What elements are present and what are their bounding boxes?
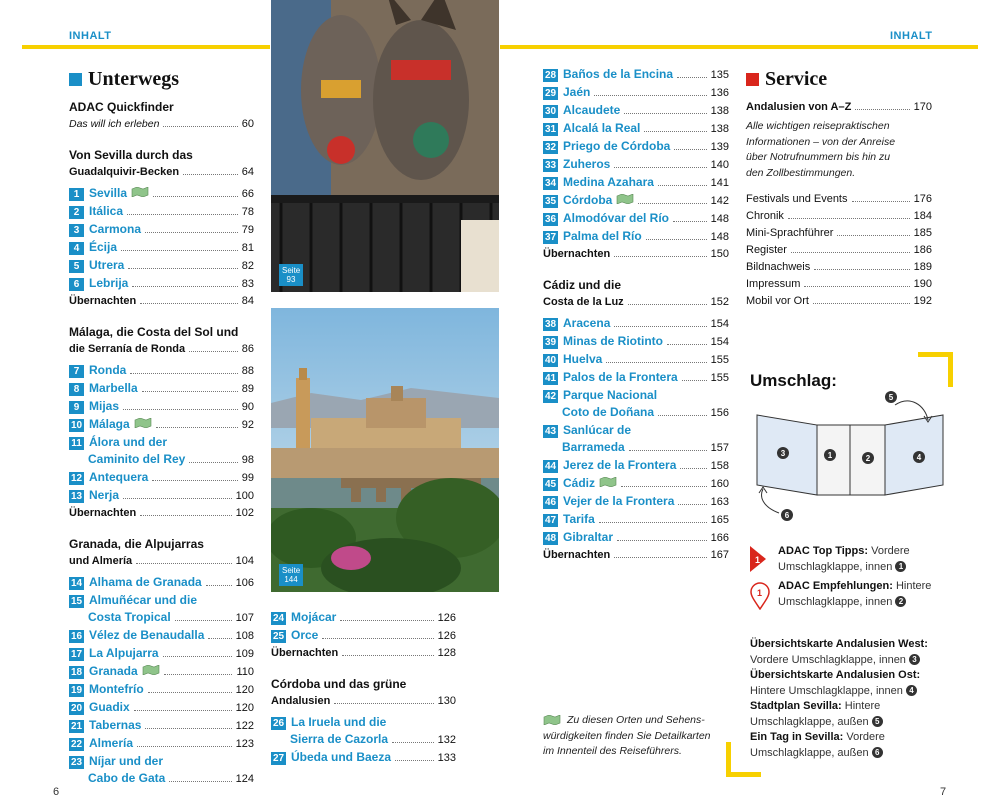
service-page: 186	[913, 244, 932, 256]
unterwegs-heading: Unterwegs	[69, 68, 254, 91]
quickfinder-title: ADAC Quickfinder	[69, 100, 174, 114]
toc-item[interactable]	[543, 84, 729, 102]
item-number: 35	[544, 196, 557, 207]
item-number: 41	[544, 373, 557, 384]
item-number: 31	[544, 124, 557, 135]
toc-item[interactable]	[69, 663, 254, 681]
item-number: 17	[70, 649, 83, 660]
item-page: 136	[710, 87, 729, 99]
folded-map-icon	[131, 187, 149, 197]
cover-fold-diagram	[745, 385, 960, 530]
fold-arrow	[762, 489, 779, 513]
item-title: Lebrija	[89, 276, 129, 290]
cover-panel	[817, 425, 850, 495]
item-page: 92	[241, 419, 254, 431]
service-page: 185	[913, 227, 932, 239]
blue-square-icon	[69, 73, 82, 86]
toc-item[interactable]	[69, 380, 254, 398]
item-number: 3	[69, 224, 84, 237]
folded-map-icon	[543, 715, 561, 725]
toc-item[interactable]	[543, 457, 729, 475]
item-page: 155	[710, 354, 729, 366]
toc-item[interactable]	[543, 475, 729, 493]
item-title: Granada	[89, 664, 138, 678]
item-page: 160	[710, 478, 729, 490]
toc-item[interactable]	[543, 138, 729, 156]
diagram-number: 3	[780, 449, 786, 458]
item-number: 18	[70, 667, 83, 678]
legend-top-tipps: 1 ADAC Top Tipps: Vordere Umschlagklappe, innen 1	[750, 544, 965, 575]
item-title: Palma del Río	[563, 229, 642, 243]
folded-map-icon	[599, 477, 617, 487]
item-page: 79	[241, 224, 254, 236]
item-number: 2	[69, 206, 84, 219]
item-number: 37	[544, 232, 557, 243]
item-page: 81	[241, 242, 254, 254]
item-page: 138	[710, 123, 729, 135]
item-number: 12	[70, 473, 83, 484]
toc-item[interactable]	[543, 102, 729, 120]
item-number: 33	[544, 160, 557, 171]
empfehlung-marker-icon	[750, 582, 770, 610]
toc-item[interactable]	[543, 228, 729, 246]
toc-item-cont[interactable]: Coto de Doñana 156	[562, 405, 729, 419]
item-page: 109	[235, 648, 254, 660]
toc-item[interactable]	[543, 192, 729, 210]
item-title: Itálica	[89, 204, 124, 218]
item-title: Jerez de la Frontera	[563, 458, 677, 472]
page-number-right: 7	[940, 786, 947, 798]
page-number-left: 6	[53, 786, 60, 798]
toc-item[interactable]	[69, 416, 254, 434]
item-page: 123	[235, 738, 254, 750]
service-page: 192	[913, 295, 932, 307]
service-row[interactable]	[746, 293, 932, 310]
umschlag-title: Umschlag:	[750, 371, 837, 390]
item-number: 10	[70, 420, 83, 431]
toc-item[interactable]	[69, 221, 254, 239]
toc-item[interactable]	[69, 645, 254, 663]
item-title: Ronda	[89, 363, 127, 377]
middle-column	[271, 609, 456, 767]
service-page: 190	[913, 278, 932, 290]
item-number: 25	[272, 631, 285, 642]
item-title: Jaén	[563, 85, 591, 99]
item-number: 19	[70, 685, 83, 696]
group-title: Córdoba und das grüne	[271, 677, 407, 691]
item-number: 32	[544, 142, 557, 153]
ubernachten-row[interactable]: Übernachten 167	[543, 549, 729, 561]
folded-map-icon	[142, 665, 160, 675]
item-title: Alcalá la Real	[563, 121, 641, 135]
diagram-number: 5	[888, 393, 894, 402]
group-title-row[interactable]: die Serranía de Ronda 86	[69, 343, 254, 355]
item-number: 13	[70, 491, 83, 502]
item-number: 45	[544, 479, 557, 490]
item-title: Cádiz	[563, 476, 596, 490]
az-row[interactable]: Andalusien von A–Z 170	[746, 101, 932, 113]
item-number: 39	[544, 337, 557, 348]
item-page: 142	[710, 195, 729, 207]
donkey-illustration	[271, 0, 499, 292]
item-number: 47	[544, 515, 557, 526]
svg-text:1: 1	[755, 555, 761, 565]
item-page: 83	[241, 278, 254, 290]
service-label: Impressum	[746, 278, 801, 290]
toc-item[interactable]	[543, 66, 729, 84]
item-number: 48	[544, 533, 557, 544]
toc-item[interactable]	[271, 627, 456, 645]
item-number: 9	[69, 401, 84, 414]
item-page: 135	[710, 69, 729, 81]
toc-item[interactable]	[543, 120, 729, 138]
folded-map-icon	[134, 418, 152, 428]
toc-item[interactable]: 15 Almuñécar und die	[70, 593, 198, 607]
toc-item[interactable]	[69, 239, 254, 257]
toc-item[interactable]	[69, 717, 254, 735]
toc-item[interactable]	[543, 156, 729, 174]
item-title: Guadix	[89, 700, 130, 714]
service-page: 189	[913, 261, 932, 273]
toc-item[interactable]	[543, 351, 729, 369]
toc-item[interactable]	[543, 511, 729, 529]
item-page: 122	[235, 720, 254, 732]
item-page: 154	[710, 318, 729, 330]
service-label: Chronik	[746, 210, 784, 222]
red-square-icon	[746, 73, 759, 86]
toc-item[interactable]	[69, 469, 254, 487]
item-number: 30	[544, 106, 557, 117]
service-label: Mobil vor Ort	[746, 295, 809, 307]
item-page: 99	[241, 472, 254, 484]
group-title: Von Sevilla durch das	[69, 148, 193, 162]
item-number: 28	[544, 70, 557, 81]
toc-item[interactable]: 11 Álora und der	[69, 434, 254, 451]
toc-item[interactable]	[69, 627, 254, 645]
toc-item[interactable]	[69, 203, 254, 221]
item-title: Vejer de la Frontera	[563, 494, 675, 508]
service-row[interactable]	[746, 242, 932, 259]
item-page: 139	[710, 141, 729, 153]
group-title-row[interactable]: Andalusien 130	[271, 695, 456, 707]
item-page: 82	[241, 260, 254, 272]
az-description: Alle wichtigen reisepraktischen Informationen – von der Anreise über Notrufnummern bis hin zu den Zollbestimmungen.	[746, 120, 896, 179]
service-label: Register	[746, 244, 787, 256]
group-title-row[interactable]: Costa de la Luz 152	[543, 296, 729, 308]
item-page: 138	[710, 105, 729, 117]
item-number: 4	[69, 242, 84, 255]
item-number: 1	[69, 188, 84, 201]
item-title: Mojácar	[291, 610, 337, 624]
toc-item[interactable]	[543, 210, 729, 228]
item-page: 120	[235, 702, 254, 714]
item-number: 8	[69, 383, 84, 396]
item-title: Vélez de Benaudalla	[89, 628, 205, 642]
service-page: 184	[913, 210, 932, 222]
legend-empfehlungen: 1 ADAC Empfehlungen: Hintere Umschlagklappe, innen 2	[750, 579, 965, 610]
item-title: Almodóvar del Río	[563, 211, 670, 225]
item-title: Baños de la Encina	[563, 67, 674, 81]
ubernachten-row[interactable]: Übernachten 102	[69, 507, 254, 519]
header-right: INHALT	[890, 30, 933, 42]
item-title: Montefrío	[89, 682, 144, 696]
toc-item[interactable]: 42 Parque Nacional	[544, 388, 658, 402]
item-page: 141	[710, 177, 729, 189]
service-row[interactable]	[746, 225, 932, 242]
item-number: 5	[69, 260, 84, 273]
item-page: 126	[437, 612, 456, 624]
item-title: Nerja	[89, 488, 120, 502]
item-title: Tabernas	[89, 718, 142, 732]
toc-item[interactable]: 43 Sanlúcar de	[544, 423, 632, 437]
item-title: Alcaudete	[563, 103, 621, 117]
item-title: Palos de la Frontera	[563, 370, 678, 384]
page-ref-badge: Seite 144	[279, 564, 303, 586]
service-label: Festivals und Events	[746, 193, 848, 205]
map-note: Zu diesen Orten und Sehens- würdigkeiten finden Sie Detailkarten im Innenteil des Reiseführers.	[543, 714, 711, 757]
item-title: Antequera	[89, 470, 149, 484]
toc-item[interactable]	[543, 174, 729, 192]
item-title: Almería	[89, 736, 134, 750]
item-page: 90	[241, 401, 254, 413]
ubernachten-row[interactable]: Übernachten 128	[271, 647, 456, 659]
item-page: 89	[241, 383, 254, 395]
toc-item-cont[interactable]: Sierra de Cazorla 132	[290, 732, 456, 746]
item-title: Córdoba	[563, 193, 613, 207]
item-number: 38	[544, 319, 557, 330]
header-left: INHALT	[69, 30, 112, 42]
service-row[interactable]	[746, 259, 932, 276]
service-label: Mini-Sprachführer	[746, 227, 834, 239]
header-rule-left	[22, 45, 270, 49]
toc-item-cont[interactable]: Costa Tropical 107	[88, 610, 254, 624]
donkey-photo	[271, 0, 499, 292]
item-number: 24	[272, 613, 285, 624]
toc-item[interactable]	[271, 609, 456, 627]
item-number: 20	[70, 703, 83, 714]
cordoba-illustration	[271, 308, 499, 592]
toc-item[interactable]	[69, 681, 254, 699]
toc-item[interactable]	[543, 369, 729, 387]
service-page: 176	[913, 193, 932, 205]
service-heading: Service	[746, 68, 932, 91]
folded-map-icon	[616, 194, 634, 204]
toc-item[interactable]	[543, 333, 729, 351]
toc-item-cont[interactable]: Cabo de Gata 124	[88, 771, 254, 785]
item-title: Carmona	[89, 222, 142, 236]
item-page: 166	[710, 532, 729, 544]
item-number: 7	[69, 365, 84, 378]
item-title: Tarifa	[563, 512, 595, 526]
item-number: 44	[544, 461, 557, 472]
item-number: 36	[544, 214, 557, 225]
item-number: 21	[70, 721, 83, 732]
item-number: 40	[544, 355, 557, 366]
item-title: Écija	[89, 240, 118, 254]
service-label: Bildnachweis	[746, 261, 811, 273]
corner-mark	[918, 352, 953, 387]
toc-item[interactable]: 27 Úbeda und Baeza 133	[272, 750, 456, 764]
item-title: Sevilla	[89, 186, 128, 200]
item-page: 165	[710, 514, 729, 526]
item-title: Marbella	[89, 381, 138, 395]
diagram-number: 1	[827, 451, 833, 460]
toc-item[interactable]	[69, 398, 254, 416]
toc-item[interactable]	[69, 699, 254, 717]
diagram-number: 4	[916, 453, 922, 462]
item-page: 108	[235, 630, 254, 642]
item-title: Priego de Córdoba	[563, 139, 671, 153]
unterwegs-column	[69, 68, 254, 788]
item-title: Orce	[291, 628, 319, 642]
group-title-row[interactable]: und Almería 104	[69, 555, 254, 567]
fold-arrow	[895, 401, 928, 420]
group-title: Málaga, die Costa del Sol und	[69, 325, 239, 339]
service-column	[746, 68, 932, 310]
toc-item[interactable]: 23 Níjar und der	[70, 754, 164, 768]
item-page: 154	[710, 336, 729, 348]
item-number: 29	[544, 88, 557, 99]
cordoba-photo	[271, 308, 499, 592]
quickfinder-row[interactable]: Das will ich erleben 60	[69, 118, 254, 130]
item-page: 155	[710, 372, 729, 384]
toc-item[interactable]	[69, 185, 254, 203]
item-page: 100	[235, 490, 254, 502]
item-page: 66	[241, 188, 254, 200]
item-title: Zuheros	[563, 157, 611, 171]
item-number: 34	[544, 178, 557, 189]
item-title: Huelva	[563, 352, 603, 366]
item-page: 140	[710, 159, 729, 171]
service-row[interactable]	[746, 191, 932, 208]
group-title: Cádiz und die	[543, 278, 621, 292]
item-page: 158	[710, 460, 729, 472]
item-page: 120	[235, 684, 254, 696]
page-ref-badge: Seite 93	[279, 264, 303, 286]
toc-item-cont[interactable]: Caminito del Rey 98	[88, 452, 254, 466]
toc-item[interactable]	[69, 735, 254, 753]
item-page: 78	[241, 206, 254, 218]
toc-item[interactable]	[543, 529, 729, 547]
legend-maps: Übersichtskarte Andalusien West: Vordere Umschlagklappe, innen 3 Übersichtskarte Andalusien Ost: Hintere Umschlagklappe, innen 4 Stadtplan Sevilla: Hintere Umschlagklappe, außen 5 Ein Tag in Sevilla: Vordere Umschlagklappe, außen 6	[750, 638, 928, 759]
ubernachten-row[interactable]: Übernachten 150	[543, 248, 729, 260]
item-title: Medina Azahara	[563, 175, 654, 189]
item-title: Málaga	[89, 417, 130, 431]
toc-item[interactable]	[69, 362, 254, 380]
service-row[interactable]	[746, 208, 932, 225]
group-title-row[interactable]: Guadalquivir-Becken 64	[69, 166, 254, 178]
toc-item[interactable]	[543, 493, 729, 511]
toc-item[interactable]	[69, 487, 254, 505]
item-title: Gibraltar	[563, 530, 614, 544]
item-number: 6	[69, 278, 84, 291]
diagram-number: 6	[784, 511, 790, 520]
item-title: Aracena	[563, 316, 611, 330]
toc-item[interactable]	[69, 275, 254, 293]
item-title: Minas de Riotinto	[563, 334, 663, 348]
top-tipp-marker-icon	[748, 546, 768, 572]
toc-item[interactable]	[69, 257, 254, 275]
toc-item[interactable]: 14 Alhama de Granada 106	[70, 575, 254, 589]
group-title: Granada, die Alpujarras	[69, 537, 204, 551]
item-page: 163	[710, 496, 729, 508]
toc-item[interactable]: 26 La Iruela und die	[272, 715, 387, 729]
item-page: 88	[241, 365, 254, 377]
item-page: 110	[236, 666, 254, 678]
item-page: 126	[437, 630, 456, 642]
diagram-number: 2	[865, 454, 871, 463]
column-three	[543, 66, 729, 564]
item-number: 46	[544, 497, 557, 508]
item-page: 148	[710, 213, 729, 225]
header-rule-right	[500, 45, 978, 49]
ubernachten-row[interactable]: Übernachten 84	[69, 295, 254, 307]
item-number: 16	[70, 631, 83, 642]
toc-item[interactable]	[543, 315, 729, 333]
item-title: Mijas	[89, 399, 120, 413]
item-title: La Alpujarra	[89, 646, 159, 660]
item-page: 148	[710, 231, 729, 243]
item-title: Utrera	[89, 258, 125, 272]
toc-item-cont[interactable]: Barrameda 157	[562, 440, 729, 454]
svg-text:1: 1	[757, 588, 763, 598]
item-number: 22	[70, 739, 83, 750]
service-row[interactable]	[746, 276, 932, 293]
